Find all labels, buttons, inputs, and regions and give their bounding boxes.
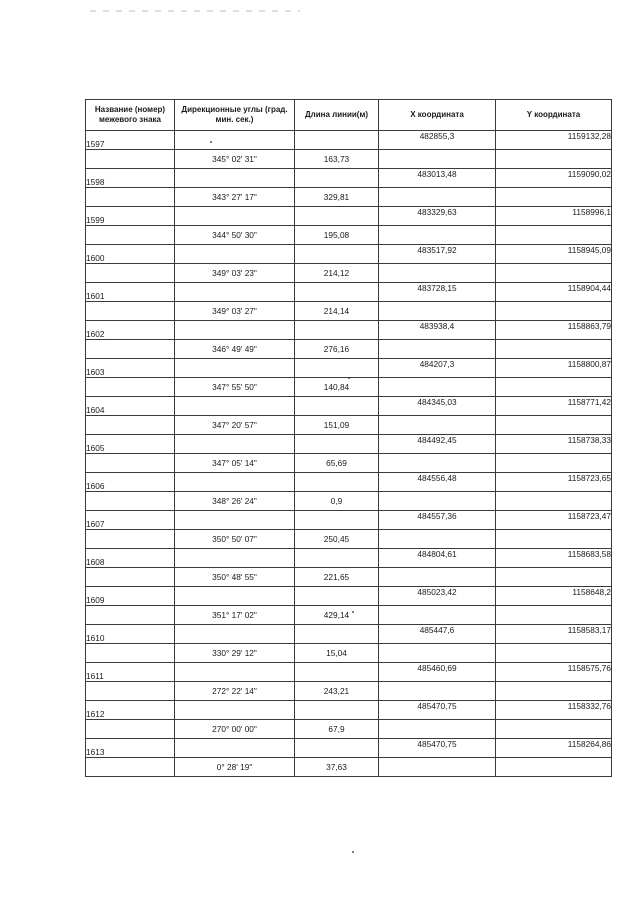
empty-cell — [379, 416, 496, 435]
empty-cell — [295, 359, 379, 378]
table-row — [86, 226, 612, 245]
x-coordinate-cell: 483938,4 — [379, 321, 496, 340]
line-length-cell: 429,14 — [295, 606, 379, 625]
empty-cell — [175, 207, 295, 226]
empty-cell — [379, 454, 496, 473]
empty-cell — [295, 245, 379, 264]
empty-cell — [379, 150, 496, 169]
table-row — [86, 587, 612, 606]
direction-angle-cell: 349° 03' 23" — [175, 264, 295, 283]
direction-angle-cell: 330° 29' 12" — [175, 644, 295, 663]
table-row — [86, 302, 612, 321]
empty-cell — [379, 492, 496, 511]
empty-cell — [295, 701, 379, 720]
table-body — [86, 131, 612, 777]
x-coordinate-cell: 483329,63 — [379, 207, 496, 226]
empty-cell — [379, 606, 496, 625]
empty-cell — [86, 682, 175, 701]
table-row — [86, 606, 612, 625]
mark-number-cell: 1601 — [86, 283, 175, 302]
x-coordinate-cell: 484207,3 — [379, 359, 496, 378]
mark-number-cell: 1602 — [86, 321, 175, 340]
scan-speck — [352, 851, 354, 853]
header-x-coordinate: X координата — [379, 100, 496, 131]
boundary-coordinates-table — [85, 99, 612, 777]
empty-cell — [379, 568, 496, 587]
table-row — [86, 150, 612, 169]
mark-number-cell: 1607 — [86, 511, 175, 530]
empty-cell — [379, 530, 496, 549]
table-row — [86, 663, 612, 682]
empty-cell — [86, 606, 175, 625]
empty-cell — [175, 131, 295, 150]
mark-number-cell: 1610 — [86, 625, 175, 644]
y-coordinate-cell: 1159132,28 — [496, 131, 612, 150]
empty-cell — [496, 530, 612, 549]
header-mark-name: Название (номер) межевого знака — [86, 100, 175, 131]
empty-cell — [496, 682, 612, 701]
empty-cell — [86, 302, 175, 321]
x-coordinate-cell: 485470,75 — [379, 701, 496, 720]
direction-angle-cell: 344° 50' 30" — [175, 226, 295, 245]
mark-number-cell: 1608 — [86, 549, 175, 568]
table-row — [86, 473, 612, 492]
empty-cell — [496, 302, 612, 321]
table-row — [86, 758, 612, 777]
empty-cell — [496, 454, 612, 473]
empty-cell — [86, 264, 175, 283]
table-header-row — [86, 100, 612, 131]
table-row — [86, 416, 612, 435]
x-coordinate-cell: 482855,3 — [379, 131, 496, 150]
empty-cell — [175, 549, 295, 568]
line-length-cell: 243,21 — [295, 682, 379, 701]
empty-cell — [175, 245, 295, 264]
table-row — [86, 131, 612, 150]
y-coordinate-cell: 1158683,58 — [496, 549, 612, 568]
empty-cell — [295, 435, 379, 454]
line-length-cell: 151,09 — [295, 416, 379, 435]
table-row — [86, 530, 612, 549]
empty-cell — [496, 606, 612, 625]
empty-cell — [496, 568, 612, 587]
line-length-cell: 329,81 — [295, 188, 379, 207]
table-row — [86, 739, 612, 758]
y-coordinate-cell: 1158723,47 — [496, 511, 612, 530]
empty-cell — [295, 663, 379, 682]
empty-cell — [175, 397, 295, 416]
mark-number-cell: 1611 — [86, 663, 175, 682]
table-row — [86, 397, 612, 416]
empty-cell — [86, 378, 175, 397]
y-coordinate-cell: 1158771,42 — [496, 397, 612, 416]
empty-cell — [496, 758, 612, 777]
header-line-length: Длина линии(м) — [295, 100, 379, 131]
empty-cell — [295, 473, 379, 492]
empty-cell — [175, 283, 295, 302]
table-row — [86, 454, 612, 473]
direction-angle-cell: 343° 27' 17" — [175, 188, 295, 207]
y-coordinate-cell: 1158583,17 — [496, 625, 612, 644]
mark-number-cell: 1600 — [86, 245, 175, 264]
x-coordinate-cell: 483517,92 — [379, 245, 496, 264]
x-coordinate-cell: 485460,69 — [379, 663, 496, 682]
direction-angle-cell: 350° 48' 55" — [175, 568, 295, 587]
empty-cell — [175, 473, 295, 492]
line-length-cell: 163,73 — [295, 150, 379, 169]
empty-cell — [86, 416, 175, 435]
mark-number-cell: 1598 — [86, 169, 175, 188]
line-length-cell: 37,63 — [295, 758, 379, 777]
table-row — [86, 340, 612, 359]
empty-cell — [295, 397, 379, 416]
direction-angle-cell: 350° 50' 07" — [175, 530, 295, 549]
direction-angle-cell: 348° 26' 24" — [175, 492, 295, 511]
x-coordinate-cell: 485447,6 — [379, 625, 496, 644]
empty-cell — [175, 321, 295, 340]
empty-cell — [86, 644, 175, 663]
x-coordinate-cell: 484557,36 — [379, 511, 496, 530]
empty-cell — [496, 188, 612, 207]
empty-cell — [295, 549, 379, 568]
empty-cell — [379, 644, 496, 663]
empty-cell — [379, 264, 496, 283]
empty-cell — [86, 530, 175, 549]
empty-cell — [496, 644, 612, 663]
direction-angle-cell: 272° 22' 14" — [175, 682, 295, 701]
table-row — [86, 720, 612, 739]
direction-angle-cell: 347° 55' 50" — [175, 378, 295, 397]
table-row — [86, 492, 612, 511]
mark-number-cell: 1603 — [86, 359, 175, 378]
line-length-cell: 140,84 — [295, 378, 379, 397]
line-length-cell: 67,9 — [295, 720, 379, 739]
x-coordinate-cell: 485470,75 — [379, 739, 496, 758]
empty-cell — [175, 587, 295, 606]
table-row — [86, 435, 612, 454]
empty-cell — [496, 492, 612, 511]
y-coordinate-cell: 1158863,79 — [496, 321, 612, 340]
table-row — [86, 511, 612, 530]
line-length-cell: 214,14 — [295, 302, 379, 321]
direction-angle-cell: 349° 03' 27" — [175, 302, 295, 321]
empty-cell — [496, 226, 612, 245]
empty-cell — [379, 378, 496, 397]
mark-number-cell: 1609 — [86, 587, 175, 606]
table-row — [86, 378, 612, 397]
empty-cell — [175, 359, 295, 378]
table-row — [86, 644, 612, 663]
table-row — [86, 549, 612, 568]
table-row — [86, 264, 612, 283]
empty-cell — [295, 131, 379, 150]
y-coordinate-cell: 1158648,2 — [496, 587, 612, 606]
empty-cell — [175, 435, 295, 454]
empty-cell — [379, 302, 496, 321]
empty-cell — [295, 587, 379, 606]
x-coordinate-cell: 483728,15 — [379, 283, 496, 302]
empty-cell — [496, 416, 612, 435]
table-row — [86, 207, 612, 226]
x-coordinate-cell: 484345,03 — [379, 397, 496, 416]
direction-angle-cell: 345° 02' 31" — [175, 150, 295, 169]
empty-cell — [496, 720, 612, 739]
empty-cell — [496, 340, 612, 359]
line-length-cell: 15,04 — [295, 644, 379, 663]
empty-cell — [295, 739, 379, 758]
empty-cell — [86, 492, 175, 511]
table-row — [86, 625, 612, 644]
direction-angle-cell: 351° 17' 02" — [175, 606, 295, 625]
empty-cell — [295, 321, 379, 340]
empty-cell — [295, 169, 379, 188]
header-y-coordinate: Y координата — [496, 100, 612, 131]
empty-cell — [175, 625, 295, 644]
line-length-cell: 250,45 — [295, 530, 379, 549]
table-row — [86, 321, 612, 340]
mark-number-cell: 1597 — [86, 131, 175, 150]
empty-cell — [86, 226, 175, 245]
x-coordinate-cell: 484492,45 — [379, 435, 496, 454]
x-coordinate-cell: 484556,48 — [379, 473, 496, 492]
table-row — [86, 568, 612, 587]
mark-number-cell: 1606 — [86, 473, 175, 492]
y-coordinate-cell: 1158945,09 — [496, 245, 612, 264]
empty-cell — [175, 701, 295, 720]
y-coordinate-cell: 1158575,76 — [496, 663, 612, 682]
empty-cell — [379, 758, 496, 777]
y-coordinate-cell: 1159090,02 — [496, 169, 612, 188]
empty-cell — [295, 207, 379, 226]
empty-cell — [295, 625, 379, 644]
table-row — [86, 169, 612, 188]
direction-angle-cell: 347° 05' 14" — [175, 454, 295, 473]
mark-number-cell: 1612 — [86, 701, 175, 720]
empty-cell — [86, 150, 175, 169]
empty-cell — [175, 169, 295, 188]
empty-cell — [86, 568, 175, 587]
x-coordinate-cell: 483013,48 — [379, 169, 496, 188]
x-coordinate-cell: 484804,61 — [379, 549, 496, 568]
header-direction-angle: Дирекционные углы (град. мин. сек.) — [175, 100, 295, 131]
table-row — [86, 245, 612, 264]
empty-cell — [86, 720, 175, 739]
empty-cell — [175, 511, 295, 530]
table-row — [86, 701, 612, 720]
empty-cell — [295, 283, 379, 302]
line-length-cell: 65,69 — [295, 454, 379, 473]
line-length-cell: 195,08 — [295, 226, 379, 245]
y-coordinate-cell: 1158738,33 — [496, 435, 612, 454]
table-row — [86, 188, 612, 207]
empty-cell — [86, 454, 175, 473]
table-row — [86, 682, 612, 701]
y-coordinate-cell: 1158800,87 — [496, 359, 612, 378]
empty-cell — [496, 150, 612, 169]
empty-cell — [379, 188, 496, 207]
mark-number-cell: 1605 — [86, 435, 175, 454]
empty-cell — [379, 226, 496, 245]
empty-cell — [86, 758, 175, 777]
empty-cell — [86, 340, 175, 359]
empty-cell — [379, 340, 496, 359]
empty-cell — [295, 511, 379, 530]
line-length-cell: 0,9 — [295, 492, 379, 511]
direction-angle-cell: 0° 28' 19" — [175, 758, 295, 777]
line-length-cell: 221,65 — [295, 568, 379, 587]
empty-cell — [175, 663, 295, 682]
y-coordinate-cell: 1158996,1 — [496, 207, 612, 226]
direction-angle-cell: 346° 49' 49" — [175, 340, 295, 359]
line-length-cell: 214,12 — [295, 264, 379, 283]
empty-cell — [86, 188, 175, 207]
mark-number-cell: 1599 — [86, 207, 175, 226]
empty-cell — [379, 682, 496, 701]
y-coordinate-cell: 1158264,86 — [496, 739, 612, 758]
mark-number-cell: 1613 — [86, 739, 175, 758]
line-length-cell: 276,16 — [295, 340, 379, 359]
empty-cell — [496, 378, 612, 397]
y-coordinate-cell: 1158332,76 — [496, 701, 612, 720]
scan-artifact — [90, 10, 300, 12]
empty-cell — [175, 739, 295, 758]
empty-cell — [496, 264, 612, 283]
y-coordinate-cell: 1158904,44 — [496, 283, 612, 302]
mark-number-cell: 1604 — [86, 397, 175, 416]
x-coordinate-cell: 485023,42 — [379, 587, 496, 606]
empty-cell — [379, 720, 496, 739]
table-row — [86, 359, 612, 378]
direction-angle-cell: 347° 20' 57" — [175, 416, 295, 435]
y-coordinate-cell: 1158723,65 — [496, 473, 612, 492]
direction-angle-cell: 270° 00' 00" — [175, 720, 295, 739]
table-row — [86, 283, 612, 302]
